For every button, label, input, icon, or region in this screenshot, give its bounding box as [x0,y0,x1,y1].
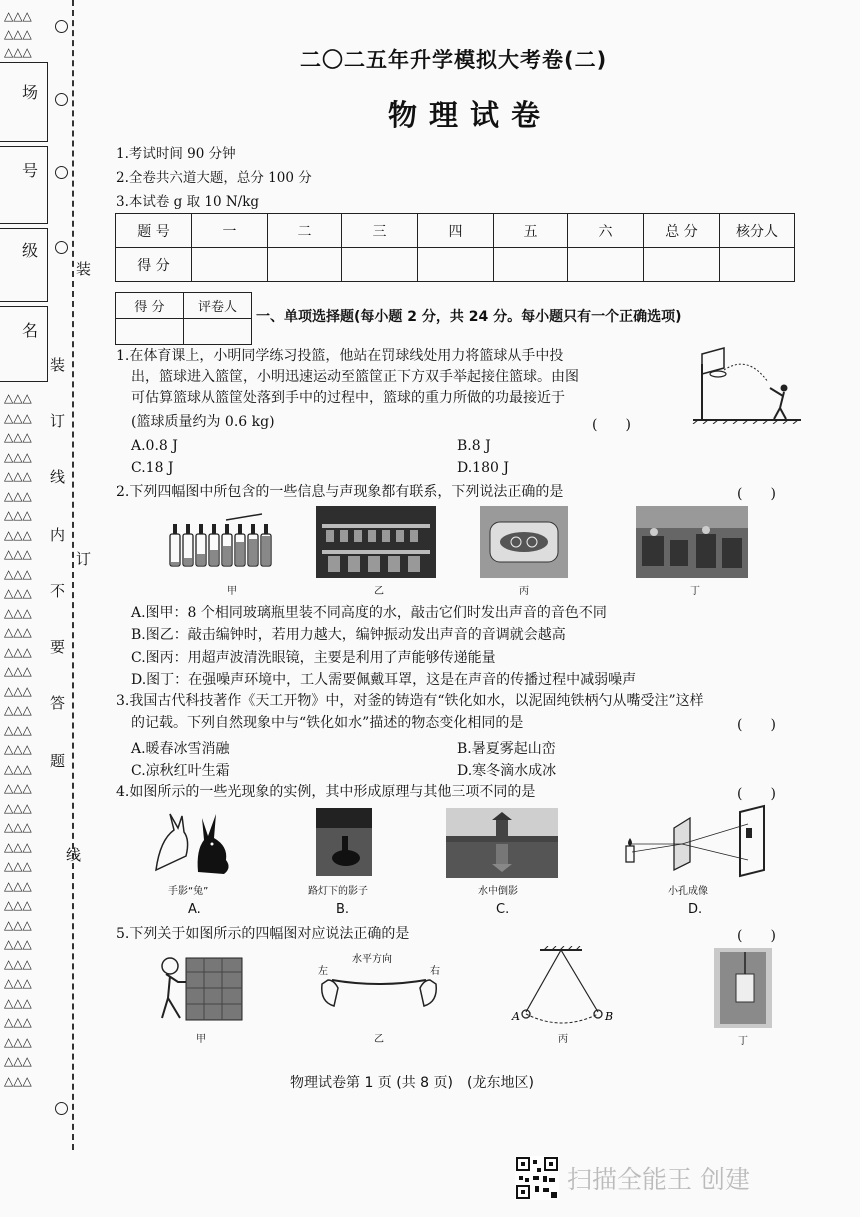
margin-vertical-char: 内 [50,526,66,544]
answer-blank[interactable]: ( ) [737,928,776,944]
option-letter: C. [496,902,510,917]
grader-entry-cell[interactable] [184,319,252,345]
margin-vertical-char: 装 [50,356,66,374]
triangle-row: △△△ [4,761,32,776]
triangle-row: △△△ [4,937,32,951]
triangle-row: △△△ [4,508,32,522]
score-entry-cell[interactable] [418,248,494,282]
score-entry-cell[interactable] [116,319,184,345]
q3-line: 的记载。下列自然现象中与“铁化如水”描述的物态变化相同的是 [131,715,524,731]
table-cell: 题 号 [116,214,192,248]
figure-caption: 甲 [196,1034,206,1045]
margin-vertical-char: 题 [50,752,66,770]
triangle-row: △△△ [4,878,32,893]
q3-line: 3.我国古代科技著作《天工开物》中，对釜的铸造有“铁化如水，以泥固纯铁柄勺从嘴受注”这样 [116,693,704,709]
triangle-row: △△△ [4,1073,32,1088]
triangle-row: △△△ [4,391,32,405]
answer-blank[interactable]: ( ) [737,486,776,502]
binding-hole-icon [55,1102,68,1115]
table-cell: 核分人 [720,214,795,248]
table-cell: 五 [494,214,568,248]
chime-bells-photo [316,506,436,578]
answer-blank[interactable]: ( ) [592,417,631,433]
q3-option-a: A.暖春冰雪消融 [131,741,230,757]
score-entry-cell[interactable] [494,248,568,282]
table-cell: 得 分 [116,293,184,319]
answer-blank[interactable]: ( ) [737,717,776,733]
triangle-row: △△△ [4,410,32,425]
instruction-2: 2.全卷共六道大题，总分 100 分 [116,170,312,186]
fig-label-left: 左 [318,966,328,977]
triangle-row: △△△ [4,683,32,698]
answer-blank[interactable]: ( ) [737,786,776,802]
triangle-row: △△△ [4,566,32,581]
pinhole-camera-figure [618,804,774,878]
binding-hole-icon [55,166,68,179]
figure-caption: 小孔成像 [668,886,708,897]
option-letter: B. [336,902,350,917]
q1-option-b: B.8 J [457,438,491,454]
side-label: 线 [66,846,82,864]
instruction-3: 3.本试卷 g 取 10 N/kg [116,194,260,210]
rope-pull-figure [314,950,444,1016]
basketball-figure [688,346,806,424]
triangle-row: △△△ [4,1054,32,1068]
figure-caption: 乙 [374,586,384,597]
score-entry-cell[interactable] [568,248,644,282]
triangle-row: △△△ [4,1015,32,1029]
binding-hole-icon [55,93,68,106]
table-cell: 三 [342,214,418,248]
triangle-row: △△△ [4,917,32,932]
scanner-watermark: 扫描全能王 创建 [567,1165,750,1194]
factory-workers-photo [636,506,748,578]
instruction-1: 1.考试时间 90 分钟 [116,146,236,162]
cut-line [72,0,74,1150]
triangle-row: △△△ [4,605,32,620]
triangle-row: △△△ [4,27,32,41]
margin-vertical-char: 答 [50,694,66,712]
triangle-row: △△△ [4,527,32,542]
table-cell: 得 分 [116,248,192,282]
water-reflection-photo [446,808,558,878]
field-label-venue: 场 [22,83,39,102]
q1-option-a: A.0.8 J [131,438,178,454]
field-label-number: 号 [22,161,39,180]
q3-option-b: B.暑夏雾起山峦 [457,741,556,757]
q1-option-c: C.18 J [131,460,174,476]
figure-caption: 丙 [519,586,529,597]
triangle-row: △△△ [4,859,32,873]
triangle-row: △△△ [4,488,32,503]
pendulum-figure [510,946,620,1026]
q1-line: (篮球质量约为 0.6 kg) [131,414,275,430]
triangle-row: △△△ [4,9,32,23]
fig-label-right: 右 [430,966,440,977]
triangle-row: △△△ [4,781,32,795]
margin-vertical-char: 不 [50,582,66,600]
side-label: 订 [76,550,92,568]
triangle-row: △△△ [4,644,32,659]
q3-option-d: D.寒冬滴水成冰 [457,763,557,779]
figure-caption: 丁 [690,586,700,597]
option-letter: D. [688,902,703,917]
figure-caption: 水中倒影 [478,886,518,897]
page-footer: 物理试卷第 1 页 (共 8 页) (龙东地区) [290,1075,534,1091]
triangle-row: △△△ [4,547,32,561]
field-label-name: 名 [22,321,39,340]
fig-label-horizontal: 水平方向 [352,954,392,965]
score-entry-cell[interactable] [720,248,795,282]
score-entry-cell[interactable] [192,248,268,282]
score-table [115,213,795,282]
triangle-row: △△△ [4,839,32,854]
figure-caption: 丁 [738,1036,748,1047]
exam-title: 二〇二五年升学模拟大考卷(二) [300,48,608,72]
margin-vertical-char: 要 [50,638,66,656]
triangle-row: △△△ [4,800,32,815]
q2-option-a: A.图甲：8 个相同玻璃瓶里装不同高度的水，敲击它们时发出声音的音色不同 [131,605,607,621]
margin-vertical-char: 线 [50,468,66,486]
hand-shadow-rabbit-figure [146,810,238,878]
triangle-row: △△△ [4,995,32,1010]
score-entry-cell[interactable] [342,248,418,282]
q2-stem: 2.下列四幅图中所包含的一些信息与声现象都有联系，下列说法正确的是 [116,484,564,500]
q2-option-d: D.图丁：在强噪声环境中，工人需要佩戴耳罩，这是在声音的传播过程中减弱噪声 [131,672,637,688]
hanging-object-photo [714,948,772,1028]
triangle-row: △△△ [4,976,32,990]
table-cell: 总 分 [644,214,720,248]
triangle-row: △△△ [4,703,32,717]
q2-option-b: B.图乙：敲击编钟时，若用力越大，编钟振动发出声音的音调就会越高 [131,627,566,643]
table-cell: 评卷人 [184,293,252,319]
q1-line: 可估算篮球从篮筐处落到手中的过程中，篮球的重力所做的功最接近于 [131,390,565,406]
streetlight-shadow-photo [316,808,372,876]
triangle-row: △△△ [4,469,32,483]
figure-caption: 手影“兔” [168,886,209,897]
triangle-row: △△△ [4,820,32,834]
triangle-row: △△△ [4,898,32,912]
score-entry-cell[interactable] [644,248,720,282]
score-entry-cell[interactable] [268,248,342,282]
option-letter: A. [188,902,201,917]
triangle-row: △△△ [4,956,32,971]
triangle-row: △△△ [4,45,32,59]
triangle-row: △△△ [4,1034,32,1049]
table-cell: 一 [192,214,268,248]
glass-bottles-figure [166,512,274,570]
binding-hole-icon [55,20,68,33]
pushing-box-figure [156,952,246,1024]
score-table-header-row [116,214,795,248]
triangle-row: △△△ [4,625,32,639]
binding-margin [0,0,100,1150]
table-cell: 二 [268,214,342,248]
side-label: 装 [76,260,92,278]
figure-caption: 甲 [227,586,237,597]
q4-stem: 4.如图所示的一些光现象的实例，其中形成原理与其他三项不同的是 [116,784,536,800]
triangle-row: △△△ [4,664,32,678]
triangle-row: △△△ [4,586,32,600]
figure-caption: 丙 [558,1034,568,1045]
q1-line: 出，篮球进入篮筐，小明迅速运动至篮筐正下方双手举起接住篮球。由图 [131,369,579,385]
binding-hole-icon [55,241,68,254]
table-cell: 六 [568,214,644,248]
fig-label-a: A [512,1010,520,1023]
margin-vertical-char: 订 [50,412,66,430]
q2-option-c: C.图丙：用超声波清洗眼镜，主要是利用了声能够传递能量 [131,650,496,666]
qr-code-icon [515,1156,559,1200]
figure-caption: 路灯下的影子 [308,886,368,897]
field-label-class: 级 [22,241,39,260]
q1-line: 1.在体育课上，小明同学练习投篮，他站在罚球线处用力将篮球从手中投 [116,348,564,364]
q5-stem: 5.下列关于如图所示的四幅图对应说法正确的是 [116,926,410,942]
score-table-score-row [116,248,795,282]
triangle-row: △△△ [4,449,32,464]
ultrasonic-cleaner-photo [480,506,568,578]
subject-title: 物理试卷 [388,98,553,132]
triangle-row: △△△ [4,742,32,756]
q1-option-d: D.180 J [457,460,509,476]
triangle-row: △△△ [4,430,32,444]
q3-option-c: C.凉秋红叶生霜 [131,763,230,779]
fig-label-b: B [605,1010,614,1023]
figure-caption: 乙 [374,1034,384,1045]
section-heading: 一、单项选择题(每小题 2 分，共 24 分。每小题只有一个正确选项) [256,309,682,325]
table-cell: 四 [418,214,494,248]
triangle-row: △△△ [4,722,32,737]
grader-table [115,292,252,345]
